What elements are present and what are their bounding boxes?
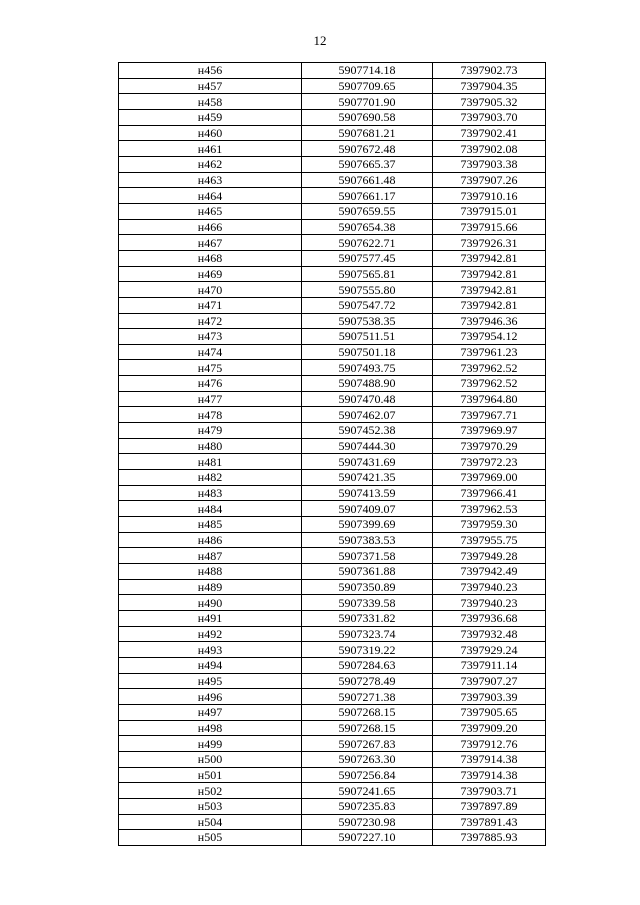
table-row: [119, 610, 546, 626]
y-coordinate-cell: 7397955.75: [433, 532, 546, 548]
table-row: [119, 360, 546, 376]
point-id-cell: н469: [119, 266, 302, 282]
table-row: [119, 626, 546, 642]
point-id-cell: н464: [119, 188, 302, 204]
y-coordinate-cell: 7397915.01: [433, 203, 546, 219]
point-id-cell: н458: [119, 94, 302, 110]
point-id-cell: н476: [119, 376, 302, 392]
x-coordinate-cell: 5907319.22: [302, 642, 433, 658]
table-row: [119, 673, 546, 689]
x-coordinate-cell: 5907672.48: [302, 141, 433, 157]
point-id-cell: н485: [119, 517, 302, 533]
point-id-cell: н497: [119, 704, 302, 720]
point-id-cell: н459: [119, 109, 302, 125]
x-coordinate-cell: 5907661.48: [302, 172, 433, 188]
y-coordinate-cell: 7397885.93: [433, 830, 546, 846]
point-id-cell: н495: [119, 673, 302, 689]
y-coordinate-cell: 7397902.73: [433, 63, 546, 79]
table-row: [119, 720, 546, 736]
table-row: [119, 313, 546, 329]
point-id-cell: н489: [119, 579, 302, 595]
table-row: [119, 501, 546, 517]
x-coordinate-cell: 5907421.35: [302, 470, 433, 486]
y-coordinate-cell: 7397891.43: [433, 814, 546, 830]
table-row: [119, 579, 546, 595]
y-coordinate-cell: 7397942.49: [433, 564, 546, 580]
page-number: 12: [313, 33, 327, 48]
table-row: [119, 470, 546, 486]
table-row: [119, 407, 546, 423]
point-id-cell: н499: [119, 736, 302, 752]
y-coordinate-cell: 7397946.36: [433, 313, 546, 329]
x-coordinate-cell: 5907431.69: [302, 454, 433, 470]
table-row: [119, 642, 546, 658]
x-coordinate-cell: 5907714.18: [302, 63, 433, 79]
x-coordinate-cell: 5907488.90: [302, 376, 433, 392]
x-coordinate-cell: 5907452.38: [302, 423, 433, 439]
point-id-cell: н483: [119, 485, 302, 501]
point-id-cell: н501: [119, 767, 302, 783]
x-coordinate-cell: 5907339.58: [302, 595, 433, 611]
y-coordinate-cell: 7397915.66: [433, 219, 546, 235]
y-coordinate-cell: 7397967.71: [433, 407, 546, 423]
coordinates-table: [118, 62, 546, 846]
y-coordinate-cell: 7397972.23: [433, 454, 546, 470]
table-row: [119, 250, 546, 266]
table-row: [119, 344, 546, 360]
x-coordinate-cell: 5907659.55: [302, 203, 433, 219]
y-coordinate-cell: 7397959.30: [433, 517, 546, 533]
x-coordinate-cell: 5907565.81: [302, 266, 433, 282]
table-row: [119, 94, 546, 110]
x-coordinate-cell: 5907284.63: [302, 657, 433, 673]
x-coordinate-cell: 5907413.59: [302, 485, 433, 501]
point-id-cell: н466: [119, 219, 302, 235]
table-row: [119, 235, 546, 251]
point-id-cell: н500: [119, 751, 302, 767]
table-row: [119, 266, 546, 282]
x-coordinate-cell: 5907462.07: [302, 407, 433, 423]
table-row: [119, 423, 546, 439]
y-coordinate-cell: 7397907.27: [433, 673, 546, 689]
x-coordinate-cell: 5907268.15: [302, 704, 433, 720]
y-coordinate-cell: 7397969.97: [433, 423, 546, 439]
table-row: [119, 376, 546, 392]
x-coordinate-cell: 5907268.15: [302, 720, 433, 736]
table-row: [119, 595, 546, 611]
x-coordinate-cell: 5907409.07: [302, 501, 433, 517]
point-id-cell: н480: [119, 438, 302, 454]
table-row: [119, 704, 546, 720]
x-coordinate-cell: 5907399.69: [302, 517, 433, 533]
table-row: [119, 751, 546, 767]
x-coordinate-cell: 5907331.82: [302, 610, 433, 626]
y-coordinate-cell: 7397942.81: [433, 282, 546, 298]
y-coordinate-cell: 7397962.53: [433, 501, 546, 517]
table-row: [119, 125, 546, 141]
y-coordinate-cell: 7397949.28: [433, 548, 546, 564]
x-coordinate-cell: 5907501.18: [302, 344, 433, 360]
x-coordinate-cell: 5907235.83: [302, 798, 433, 814]
x-coordinate-cell: 5907622.71: [302, 235, 433, 251]
y-coordinate-cell: 7397942.81: [433, 297, 546, 313]
table-row: [119, 63, 546, 79]
point-id-cell: н478: [119, 407, 302, 423]
table-row: [119, 814, 546, 830]
table-row: [119, 830, 546, 846]
y-coordinate-cell: 7397914.38: [433, 767, 546, 783]
y-coordinate-cell: 7397905.65: [433, 704, 546, 720]
y-coordinate-cell: 7397903.38: [433, 156, 546, 172]
x-coordinate-cell: 5907241.65: [302, 783, 433, 799]
y-coordinate-cell: 7397897.89: [433, 798, 546, 814]
table-row: [119, 532, 546, 548]
point-id-cell: н502: [119, 783, 302, 799]
x-coordinate-cell: 5907470.48: [302, 391, 433, 407]
y-coordinate-cell: 7397962.52: [433, 376, 546, 392]
point-id-cell: н472: [119, 313, 302, 329]
table-row: [119, 783, 546, 799]
point-id-cell: н470: [119, 282, 302, 298]
x-coordinate-cell: 5907230.98: [302, 814, 433, 830]
x-coordinate-cell: 5907511.51: [302, 329, 433, 345]
point-id-cell: н473: [119, 329, 302, 345]
y-coordinate-cell: 7397904.35: [433, 78, 546, 94]
x-coordinate-cell: 5907681.21: [302, 125, 433, 141]
y-coordinate-cell: 7397902.41: [433, 125, 546, 141]
point-id-cell: н457: [119, 78, 302, 94]
point-id-cell: н460: [119, 125, 302, 141]
point-id-cell: н486: [119, 532, 302, 548]
x-coordinate-cell: 5907701.90: [302, 94, 433, 110]
point-id-cell: н491: [119, 610, 302, 626]
y-coordinate-cell: 7397969.00: [433, 470, 546, 486]
table-row: [119, 297, 546, 313]
y-coordinate-cell: 7397905.32: [433, 94, 546, 110]
y-coordinate-cell: 7397929.24: [433, 642, 546, 658]
x-coordinate-cell: 5907278.49: [302, 673, 433, 689]
table-row: [119, 109, 546, 125]
coordinates-table-body: [119, 63, 546, 846]
table-row: [119, 517, 546, 533]
table-row: [119, 438, 546, 454]
x-coordinate-cell: 5907690.58: [302, 109, 433, 125]
table-row: [119, 689, 546, 705]
table-row: [119, 172, 546, 188]
point-id-cell: н493: [119, 642, 302, 658]
y-coordinate-cell: 7397903.71: [433, 783, 546, 799]
y-coordinate-cell: 7397964.80: [433, 391, 546, 407]
point-id-cell: н463: [119, 172, 302, 188]
x-coordinate-cell: 5907555.80: [302, 282, 433, 298]
point-id-cell: н494: [119, 657, 302, 673]
point-id-cell: н475: [119, 360, 302, 376]
table-row: [119, 548, 546, 564]
x-coordinate-cell: 5907538.35: [302, 313, 433, 329]
y-coordinate-cell: 7397942.81: [433, 250, 546, 266]
y-coordinate-cell: 7397940.23: [433, 595, 546, 611]
table-row: [119, 736, 546, 752]
y-coordinate-cell: 7397966.41: [433, 485, 546, 501]
x-coordinate-cell: 5907654.38: [302, 219, 433, 235]
x-coordinate-cell: 5907661.17: [302, 188, 433, 204]
table-row: [119, 203, 546, 219]
table-row: [119, 329, 546, 345]
point-id-cell: н496: [119, 689, 302, 705]
y-coordinate-cell: 7397909.20: [433, 720, 546, 736]
table-row: [119, 156, 546, 172]
point-id-cell: н498: [119, 720, 302, 736]
x-coordinate-cell: 5907323.74: [302, 626, 433, 642]
x-coordinate-cell: 5907709.65: [302, 78, 433, 94]
y-coordinate-cell: 7397903.70: [433, 109, 546, 125]
x-coordinate-cell: 5907577.45: [302, 250, 433, 266]
point-id-cell: н461: [119, 141, 302, 157]
y-coordinate-cell: 7397902.08: [433, 141, 546, 157]
y-coordinate-cell: 7397910.16: [433, 188, 546, 204]
x-coordinate-cell: 5907267.83: [302, 736, 433, 752]
point-id-cell: н465: [119, 203, 302, 219]
table-row: [119, 282, 546, 298]
y-coordinate-cell: 7397936.68: [433, 610, 546, 626]
x-coordinate-cell: 5907361.88: [302, 564, 433, 580]
point-id-cell: н487: [119, 548, 302, 564]
table-row: [119, 78, 546, 94]
table-row: [119, 454, 546, 470]
table-row: [119, 391, 546, 407]
x-coordinate-cell: 5907271.38: [302, 689, 433, 705]
y-coordinate-cell: 7397903.39: [433, 689, 546, 705]
x-coordinate-cell: 5907444.30: [302, 438, 433, 454]
y-coordinate-cell: 7397914.38: [433, 751, 546, 767]
y-coordinate-cell: 7397911.14: [433, 657, 546, 673]
y-coordinate-cell: 7397962.52: [433, 360, 546, 376]
y-coordinate-cell: 7397940.23: [433, 579, 546, 595]
x-coordinate-cell: 5907256.84: [302, 767, 433, 783]
point-id-cell: н481: [119, 454, 302, 470]
point-id-cell: н468: [119, 250, 302, 266]
point-id-cell: н479: [119, 423, 302, 439]
point-id-cell: н474: [119, 344, 302, 360]
y-coordinate-cell: 7397961.23: [433, 344, 546, 360]
table-row: [119, 657, 546, 673]
point-id-cell: н462: [119, 156, 302, 172]
point-id-cell: н482: [119, 470, 302, 486]
table-row: [119, 188, 546, 204]
point-id-cell: н456: [119, 63, 302, 79]
table-row: [119, 798, 546, 814]
y-coordinate-cell: 7397907.26: [433, 172, 546, 188]
point-id-cell: н503: [119, 798, 302, 814]
y-coordinate-cell: 7397954.12: [433, 329, 546, 345]
point-id-cell: н492: [119, 626, 302, 642]
y-coordinate-cell: 7397970.29: [433, 438, 546, 454]
table-row: [119, 767, 546, 783]
x-coordinate-cell: 5907547.72: [302, 297, 433, 313]
point-id-cell: н504: [119, 814, 302, 830]
x-coordinate-cell: 5907665.37: [302, 156, 433, 172]
point-id-cell: н467: [119, 235, 302, 251]
x-coordinate-cell: 5907227.10: [302, 830, 433, 846]
y-coordinate-cell: 7397942.81: [433, 266, 546, 282]
y-coordinate-cell: 7397932.48: [433, 626, 546, 642]
table-row: [119, 219, 546, 235]
table-row: [119, 564, 546, 580]
point-id-cell: н471: [119, 297, 302, 313]
point-id-cell: н490: [119, 595, 302, 611]
x-coordinate-cell: 5907350.89: [302, 579, 433, 595]
point-id-cell: н477: [119, 391, 302, 407]
x-coordinate-cell: 5907383.53: [302, 532, 433, 548]
table-row: [119, 141, 546, 157]
point-id-cell: н505: [119, 830, 302, 846]
y-coordinate-cell: 7397926.31: [433, 235, 546, 251]
x-coordinate-cell: 5907263.30: [302, 751, 433, 767]
point-id-cell: н488: [119, 564, 302, 580]
x-coordinate-cell: 5907493.75: [302, 360, 433, 376]
y-coordinate-cell: 7397912.76: [433, 736, 546, 752]
table-row: [119, 485, 546, 501]
x-coordinate-cell: 5907371.58: [302, 548, 433, 564]
point-id-cell: н484: [119, 501, 302, 517]
